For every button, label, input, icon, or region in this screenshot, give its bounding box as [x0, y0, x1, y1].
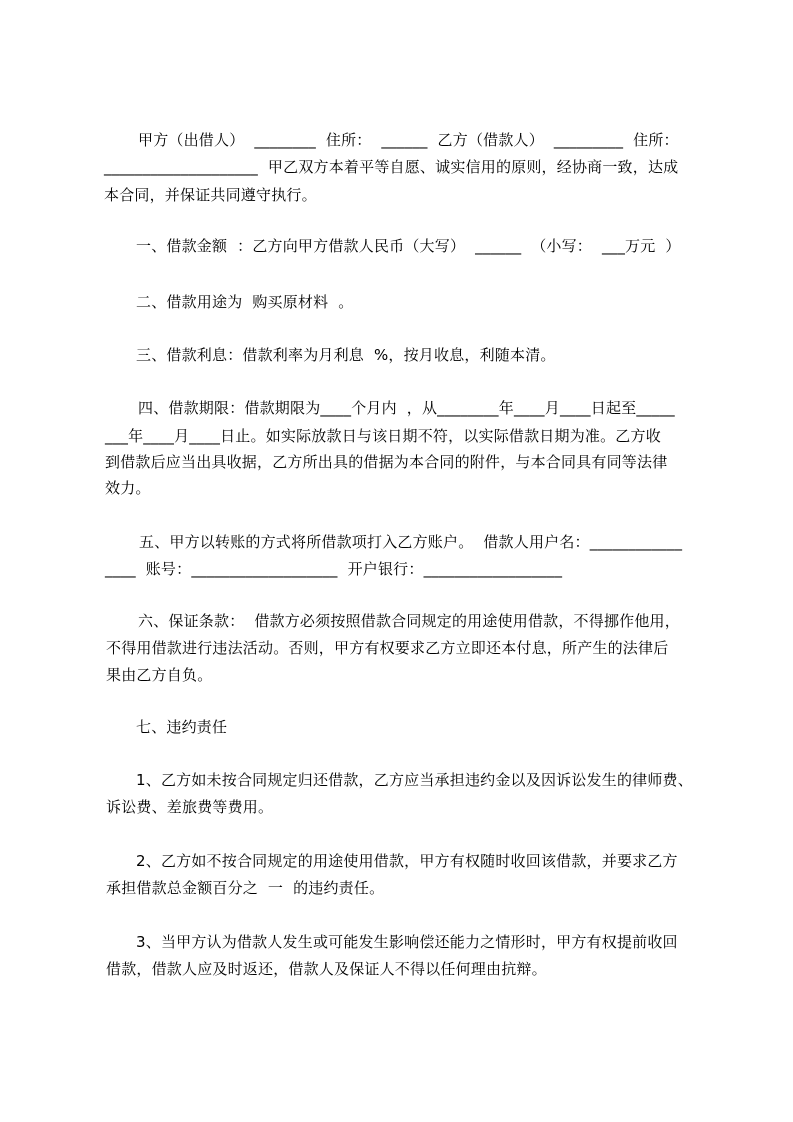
clause-7-item-1-line-2: 诉讼费、差旅费等费用。 — [106, 798, 274, 816]
clause-6-line-3: 果由乙方自负。 — [106, 666, 213, 684]
clause-5-line-1: 五、甲方以转账的方式将所借款项打入乙方账户。 借款人用户名：____________ — [139, 533, 683, 551]
clause-7-item-2-line-1: 2、乙方如不按合同规定的用途使用借款，甲方有权随时收回该借款，并要求乙方 — [136, 852, 678, 870]
clause-1-amount: 一、借款金额 ：乙方向甲方借款人民币（大写） ______ （小写： ___万元 ） — [136, 237, 681, 255]
clause-4-line-3: 到借款后应当出具收据，乙方所出具的借据为本合同的附件，与本合同具有同等法律 — [105, 453, 668, 471]
clause-7-item-2-line-2: 承担借款总金额百分之 一 的违约责任。 — [106, 879, 385, 897]
clause-7-heading: 七、违约责任 — [136, 718, 228, 736]
clause-7-item-3-line-1: 3、当甲方认为借款人发生或可能发生影响偿还能力之情形时，甲方有权提前收回 — [136, 933, 678, 951]
clause-5-line-2: ____ 账号：___________________ 开户银行：__________________ — [105, 560, 563, 578]
clause-2-purpose: 二、借款用途为 购买原材料 。 — [136, 293, 354, 311]
clause-4-line-1: 四、借款期限：借款期限为____个月内 ，从________年____月____日起至_____ — [138, 399, 675, 417]
clause-7-item-1-line-1: 1、乙方如未按合同规定归还借款，乙方应当承担违约金以及因诉讼发生的律师费、 — [136, 771, 693, 789]
clause-4-line-4: 效力。 — [105, 479, 151, 497]
intro-line-1: 甲方（出借人） ________ 住所： ______ 乙方（借款人） _________ 住所： — [138, 131, 679, 149]
clause-7-item-3-line-2: 借款，借款人应及时返还，借款人及保证人不得以任何理由抗辩。 — [106, 960, 547, 978]
clause-6-line-2: 不得用借款进行违法活动。否则，甲方有权要求乙方立即还本付息，所产生的法律后 — [106, 639, 669, 657]
intro-line-3: 本合同，并保证共同遵守执行。 — [104, 186, 317, 204]
clause-6-line-1: 六、保证条款： 借款方必须按照借款合同规定的用途使用借款，不得挪作他用， — [138, 612, 680, 630]
intro-line-2: ____________________ 甲乙双方本着平等自愿、诚实信用的原则，经协商一致，达成 — [104, 158, 679, 176]
clause-3-interest: 三、借款利息：借款利率为月利息 %，按月收息，利随本清。 — [136, 346, 556, 364]
clause-4-line-2: ___年____月____日止。如实际放款日与该日期不符，以实际借款日期为准。乙方收 — [105, 427, 661, 445]
